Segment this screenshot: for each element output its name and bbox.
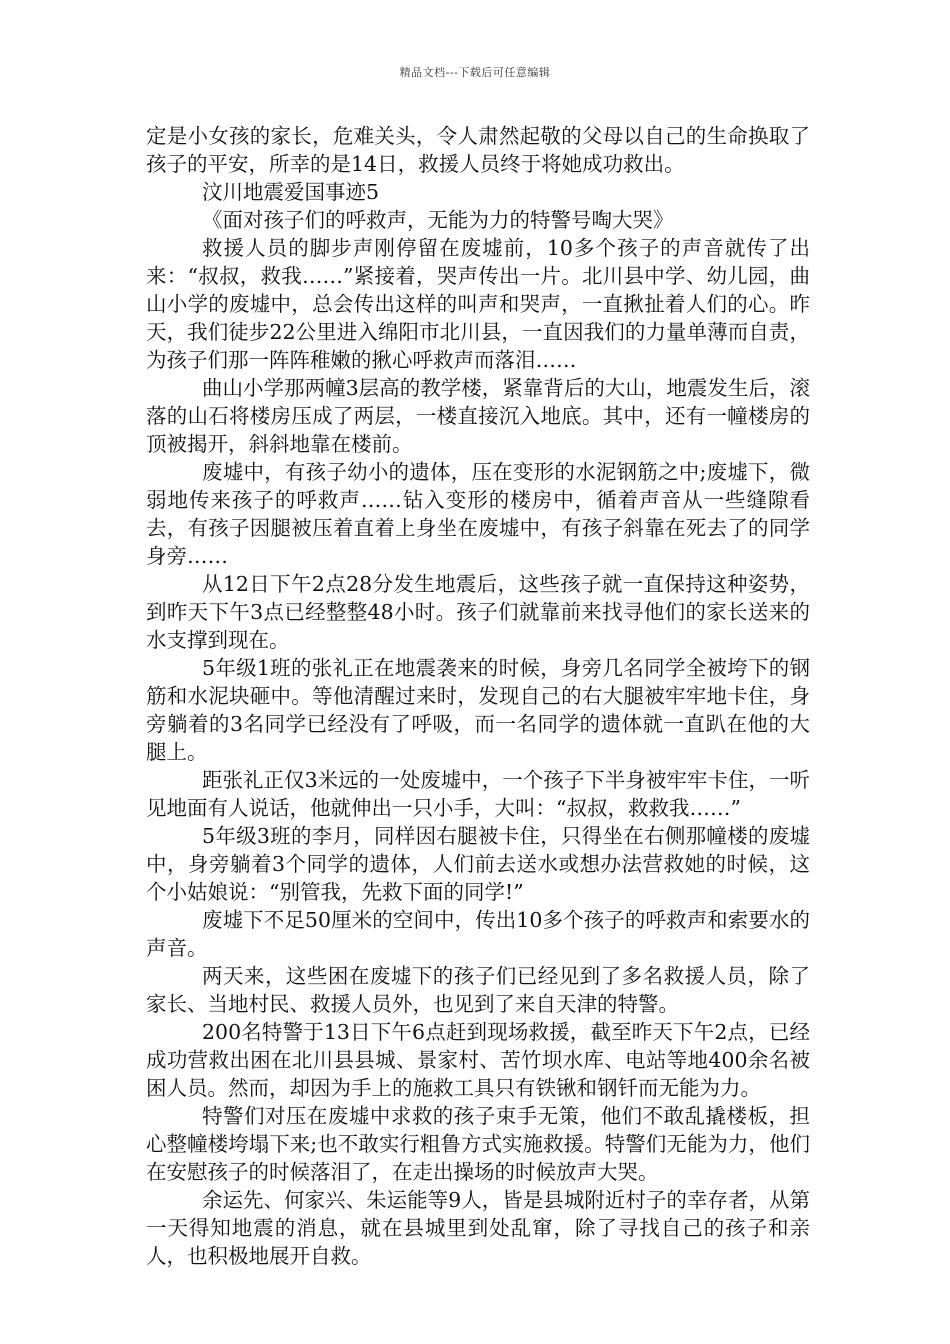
paragraph: 两天来，这些困在废墟下的孩子们已经见到了多名救援人员，除了家长、当地村民、救援人员外，也见到了来自天津的特警。 [146, 964, 810, 1016]
article-title: 《面对孩子们的呼救声，无能为力的特警号啕大哭》 [202, 208, 674, 232]
paragraph: 5年级1班的张礼正在地震袭来的时候，身旁几名同学全被垮下的钢筋和水泥块砸中。等他清醒过来时，发现自己的右大腿被牢牢地卡住，身旁躺着的3名同学已经没有了呼吸，而一名同学的遗体就一直趴在他的大腿上。 [146, 656, 810, 764]
paragraph: 距张礼正仅3米远的一处废墟中，一个孩子下半身被牢牢卡住，一听见地面有人说话，他就伸出一只小手，大叫：“叔叔，救救我……” [146, 768, 810, 820]
paragraph: 200名特警于13日下午6点赶到现场救援，截至昨天下午2点，已经成功营救出困在北川县县城、景家村、苦竹坝水库、电站等地400余名被困人员。然而，却因为手上的施救工具只有铁锹和钢钎而无能为力。 [146, 1020, 810, 1100]
paragraph: 从12日下午2点28分发生地震后，这些孩子就一直保持这种姿势，到昨天下午3点已经整整48小时。孩子们就靠前来找寻他们的家长送来的水支撑到现在。 [146, 572, 810, 652]
paragraph-continuation: 定是小女孩的家长，危难关头，令人肃然起敬的父母以自己的生命换取了孩子的平安，所幸的是14日，救援人员终于将她成功救出。 [146, 124, 810, 176]
paragraph: 废墟下不足50厘米的空间中，传出10多个孩子的呼救声和索要水的声音。 [146, 908, 810, 960]
paragraph: 5年级3班的李月，同样因右腿被卡住，只得坐在右侧那幢楼的废墟中，身旁躺着3个同学的遗体，人们前去送水或想办法营救她的时候，这个小姑娘说：“别管我，先救下面的同学!” [146, 824, 810, 904]
document-body [146, 122, 810, 1270]
paragraph: 曲山小学那两幢3层高的教学楼，紧靠背后的大山，地震发生后，滚落的山石将楼房压成了两层，一楼直接沉入地底。其中，还有一幢楼房的顶被揭开，斜斜地靠在楼前。 [146, 376, 810, 456]
paragraph: 废墟中，有孩子幼小的遗体，压在变形的水泥钢筋之中;废墟下，微弱地传来孩子的呼救声……钻入变形的楼房中，循着声音从一些缝隙看去，有孩子因腿被压着直着上身坐在废墟中，有孩子斜靠在死去了的同学身旁…… [146, 460, 810, 568]
paragraph: 特警们对压在废墟中求救的孩子束手无策，他们不敢乱撬楼板，担心整幢楼垮塌下来;也不敢实行粗鲁方式实施救援。特警们无能为力，他们在安慰孩子的时候落泪了，在走出操场的时候放声大哭。 [146, 1104, 810, 1184]
paragraph: 救援人员的脚步声刚停留在废墟前，10多个孩子的声音就传了出来：“叔叔，救我……”紧接着，哭声传出一片。北川县中学、幼儿园，曲山小学的废墟中，总会传出这样的叫声和哭声，一直揪扯着人们的心。昨天，我们徒步22公里进入绵阳市北川县，一直因我们的力量单薄而自责，为孩子们那一阵阵稚嫩的揪心呼救声而落泪…… [146, 236, 810, 372]
paragraph: 余运先、何家兴、朱运能等9人，皆是县城附近村子的幸存者，从第一天得知地震的消息，就在县城里到处乱窜，除了寻找自己的孩子和亲人，也积极地展开自救。 [146, 1188, 810, 1268]
page-header: 精品文档---下载后可任意编辑 [399, 66, 551, 79]
section-heading: 汶川地震爱国事迹5 [202, 180, 380, 204]
